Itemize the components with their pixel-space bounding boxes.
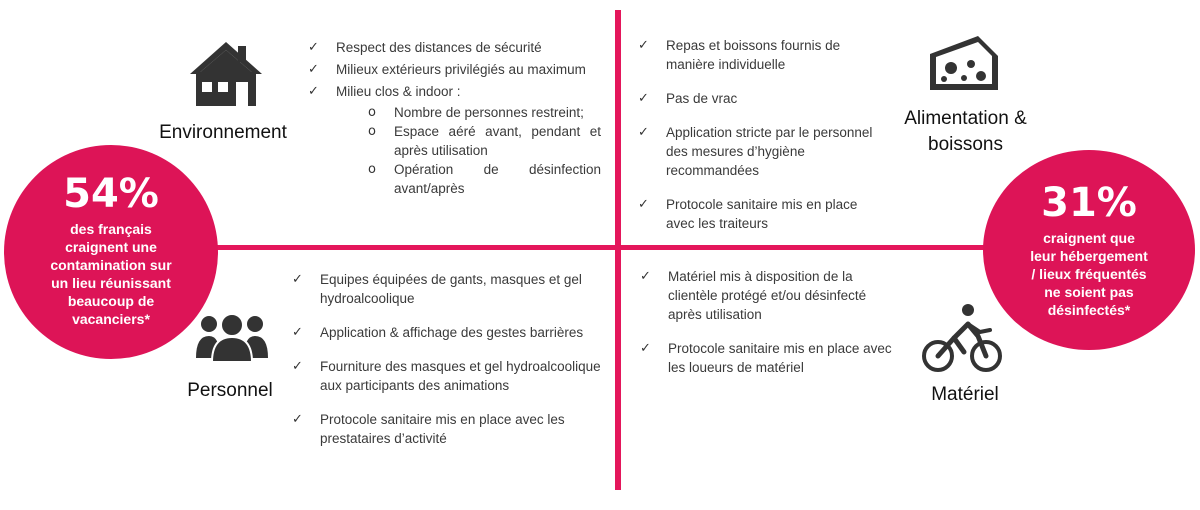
sub-item: o Opération de désinfection avant/après: [336, 160, 601, 198]
stat-text: des français craignent une contamination sur un lieu réunissant beaucoup de vacanciers*: [50, 221, 172, 327]
list-item-text: Milieu clos & indoor :: [336, 84, 461, 99]
environment-list: [308, 38, 601, 201]
list-item: ✓ Application stricte par le personnel des mesures d’hygiène recommandées: [638, 123, 888, 180]
equipment-list: [640, 267, 900, 392]
list-item: ✓ Equipes équipées de gants, masques et gel hydroalcoolique: [292, 270, 612, 308]
environment-label: Environnement: [159, 122, 287, 143]
sub-item: o Nombre de personnes restreint;: [336, 103, 601, 122]
stat-value: 31%: [1041, 180, 1137, 226]
list-item: ✓ Protocole sanitaire mis en place avec les loueurs de matériel: [640, 339, 900, 377]
sub-item: o Espace aéré avant, pendant et après utilisation: [336, 122, 601, 160]
list-item: ✓ Protocole sanitaire mis en place avec les traiteurs: [638, 195, 888, 233]
vertical-divider: [615, 10, 621, 490]
people-icon: [194, 312, 270, 367]
stat-circle-right: [983, 150, 1195, 350]
stat-text: craignent que leur hébergement / lieux fréquentés ne soient pas désinfectés*: [1030, 230, 1148, 318]
cheese-icon: [926, 32, 1002, 99]
food-label: Alimentation & boissons: [904, 108, 1027, 155]
house-icon: [188, 40, 264, 113]
list-item: ✓ Fourniture des masques et gel hydroalcoolique aux participants des animations: [292, 357, 612, 395]
environment-sublist: [336, 103, 601, 198]
list-item: ✓ Protocole sanitaire mis en place avec les prestataires d’activité: [292, 410, 612, 448]
horizontal-divider: [150, 245, 1020, 250]
list-item: [308, 82, 601, 198]
equipment-label: Matériel: [931, 384, 999, 405]
staff-list: [292, 270, 612, 463]
staff-label: Personnel: [187, 380, 273, 401]
list-item: ✓ Milieux extérieurs privilégiés au maximum: [308, 60, 601, 79]
list-item: ✓ Pas de vrac: [638, 89, 888, 108]
stat-value: 54%: [63, 171, 159, 217]
food-list: [638, 36, 888, 248]
list-item: ✓ Repas et boissons fournis de manière individuelle: [638, 36, 888, 74]
cyclist-icon: [920, 302, 1004, 379]
list-item: ✓ Application & affichage des gestes barrières: [292, 323, 612, 342]
stat-circle-left: [4, 145, 218, 359]
list-item: ✓ Respect des distances de sécurité: [308, 38, 601, 57]
list-item: ✓ Matériel mis à disposition de la clientèle protégé et/ou désinfecté après utilisation: [640, 267, 900, 324]
